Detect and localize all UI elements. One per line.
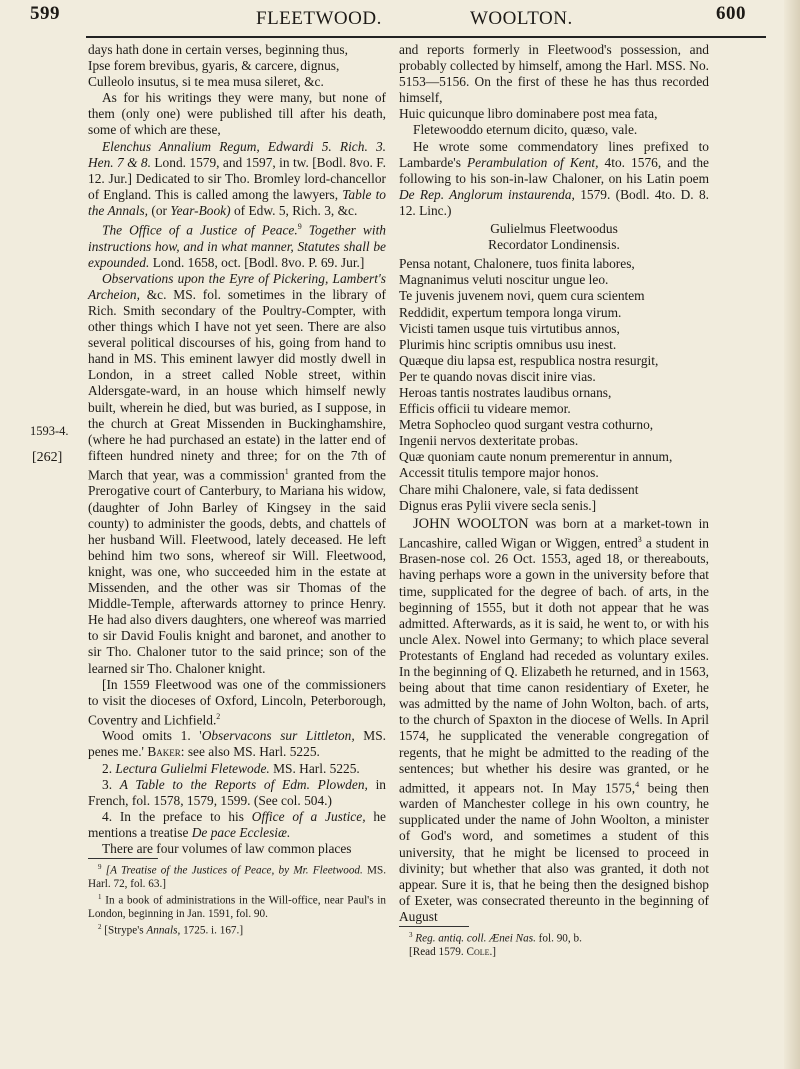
poem-line: Dignus eras Pylii vivere secla senis.] [399, 497, 597, 513]
paragraph: [In 1559 Fleetwood was one of the commissioners to visit the dioceses of Oxford, Lincoln, Peterborough, Coventry and Lichfield.$^2$ [88, 676, 386, 728]
verse-line: Culleolo insutus, si te mea musa sileret, &c. [88, 74, 324, 90]
paragraph: As for his writings they were many, but none of them (only one) were published till after his death, some of which are these, [88, 90, 386, 138]
signature-title: Recordator Londinensis. [488, 237, 620, 253]
poem-line: Quæque diu lapsa est, respublica nostra resurgit, [399, 352, 659, 368]
margin-page-ref: [262] [32, 450, 63, 465]
verse-line: Huic quicunque libro dominabere post mea fata, [399, 106, 658, 122]
right-column [399, 42, 709, 959]
page-number-right: 600 [716, 3, 746, 24]
paragraph: and reports formerly in Fleetwood's possession, and probably collected by himself, among the Harl. MSS. No. 5153—5156. On the first of these he has thus recorded himself, [399, 42, 709, 106]
running-title-left: FLEETWOOD. [256, 8, 382, 29]
poem-line: Efficis officii tu videare memor. [399, 401, 571, 417]
poem-line: Metra Sophocleo quod surgant vestra cothurno, [399, 417, 654, 433]
footnote-rule [88, 858, 158, 859]
verse-line: Ipse forem brevibus, gyaris, & carcere, dignus, [88, 58, 340, 74]
poem-line: Te juvenis juvenem novi, quem cura scientem [399, 288, 645, 304]
margin-date: 1593-4. [30, 424, 69, 438]
poem-line: Plurimis hinc scriptis omnibus usu inest. [399, 336, 617, 352]
poem-line: Chare mihi Chalonere, vale, si fata dedissent [399, 481, 639, 497]
bibliography-entry: Observations upon the Eyre of Pickering, Lambert's Archeion, &c. MS. fol. sometimes in the library of Rich. Smith secondary of the Poultry-Compter, with other things which I have not yet seen. There are also several political discourses of his, going from hand to hand in MS. This eminent lawyer did mostly dwell in London, in a street called Noble street, within Aldersgate-ward, in an house which himself newly built, wherein he died, but was buried, as I suppose, in the church at Great Missenden in Buckinghamshire, (where he had purchased an estate) in the latter end of fifteen hundred ninety and three; for on the 7th of March that year, was a commission$^1$ granted from the Prerogative court of Canterbury, to Mariana his widow, (daughter of John Barley of Kingsey in the said county) to administer the goods, debts, and chattels of her husband Will. Fleetwood, lately deceased. He left behind him two sons, whereof sir Will. Fleetwood, knight, was one, who succeeded him in the estate at Missenden, and the other was sir Thomas of the Middle-Temple, afterwards attorney to prince Henry. He had also divers daughters, one whereof was married to sir David Foulis knight and baronet, and another to sir Tho. Chaloner tutor to the said prince; son of the learned sir Tho. Chaloner knight. [88, 270, 386, 676]
poem-line: Heroas tantis nostrates laudibus ornans, [399, 384, 612, 400]
list-item: 3. A Table to the Reports of Edm. Plowden, in French, fol. 1578, 1579, 1599. (See col. 504.) [88, 776, 386, 808]
paragraph: There are four volumes of law common places [102, 841, 352, 856]
page-edge [784, 0, 800, 1069]
bibliography-entry: The Office of a Justice of Peace.$^9$ Together with instructions how, and in what manner, Statutes shall be expounded. Lond. 1658, oct. [Bodl. 8vo. P. 69. Jur.] [88, 222, 386, 270]
paragraph: Wood omits 1. 'Observacons sur Littleton, MS. penes me.' Baker: see also MS. Harl. 5225. [88, 728, 386, 760]
poem-line: Per te quando novas discit inire vias. [399, 368, 596, 384]
running-title-right: WOOLTON. [470, 8, 573, 29]
footnote: [Read 1579. Cole.] [409, 945, 497, 958]
poem-line: Reddidit, expertum tempora longa virum. [399, 304, 622, 320]
poem-line: Ingenii nervos dexteritate probas. [399, 433, 579, 449]
left-column [88, 42, 386, 937]
paragraph: JOHN WOOLTON was born at a market-town in Lancashire, called Wigan or Wiggen, entred$^3$ a student in Brasen-nose col. 26 Oct. 1553, aged 18, or thereabouts, having perhaps wore a gown in the university before that time, supplicated for the degree of bach. of arts, in the beginning of 1555, but it doth not appear that he was admitted. Afterwards, as it is said, he went to, or with his uncle Alex. Nowel into Germany; to which place several Protestants of England had receded as voluntary exiles. In the beginning of Q. Elizabeth he returned, and in 1563, being about that time canon residentiary of Exeter, he was admitted by the name of John Wolton, bach. of arts, to the church of Spaxton in the diocese of Wells. In April 1574, he supplicated the venerable congregation of regents, that he might be admitted to the reading of the sentences; but whether his desire was granted, or he admitted, it appears not. In May 1575,$^4$ being then warden of Manchester college in his own country, he supplicated under the name of John Woolton, a minister of God's word, and sometimes a student of this university, that he might be licensed to proceed in divinity; but whether that also was granted, it doth not appear. Sure it is, that he being then the designed bishop of Exeter, was consecrated thereunto in the beginning of August [399, 515, 709, 924]
poem-line: Vicisti tamen usque tuis virtutibus annos, [399, 320, 620, 336]
running-header [0, 0, 800, 40]
poem-line: Pensa notant, Chalonere, tuos finita labores, [399, 256, 635, 272]
footnote-rule [399, 926, 469, 927]
poem-line: Magnanimus veluti noscitur ungue leo. [399, 272, 609, 288]
footnote: $^3$ Reg. antiq. coll. Ænei Nas. fol. 90, b. [409, 931, 582, 945]
footnote: $^9$ [A Treatise of the Justices of Peace, by Mr. Fleetwood. MS. Harl. 72, fol. 63.] [88, 863, 387, 890]
poem-line: Accessit titulis tempore major honos. [399, 465, 599, 481]
footnote: $^2$ [Strype's Annals, 1725. i. 167.] [98, 922, 244, 937]
signature-name: Gulielmus Fleetwoodus [490, 221, 618, 237]
list-item: 4. In the preface to his Office of a Justice, he mentions a treatise De pace Ecclesiæ. [88, 808, 386, 840]
header-rule [86, 36, 766, 38]
verse-line: Fletewooddo eternum dicito, quæso, vale. [413, 122, 638, 138]
footnote: $^1$ In a book of administrations in the Will-office, near Paul's in London, beginning in Jan. 1591, fol. 90. [88, 892, 387, 920]
paragraph: He wrote some commendatory lines prefixed to Lambarde's Perambulation of Kent, 4to. 1576, and the following to his son-in-law Chaloner, on his Latin poem De Rep. Anglorum instaurenda, 1579. (Bodl. 4to. D. 8. 12. Linc.) [399, 138, 709, 218]
page-number-left: 599 [30, 3, 60, 24]
paragraph: days hath done in certain verses, beginning thus, [88, 42, 348, 57]
bibliography-entry: Elenchus Annalium Regum, Edwardi 5. Rich. 3. Hen. 7 & 8. Lond. 1579, and 1597, in tw. [Bodl. 8vo. F. 12. Jur.] Dedicated to sir Tho. Bromley lord-chancellor of England. This is called among the lawyers, Table to the Annals, (or Year-Book) of Edw. 5, Rich. 3, &c. [88, 138, 386, 218]
latin-poem [399, 256, 709, 514]
list-item: 2. Lectura Gulielmi Fletewode. MS. Harl. 5225. [102, 760, 360, 776]
poem-line: Quæ quoniam caute nonum premerentur in annum, [399, 449, 673, 465]
